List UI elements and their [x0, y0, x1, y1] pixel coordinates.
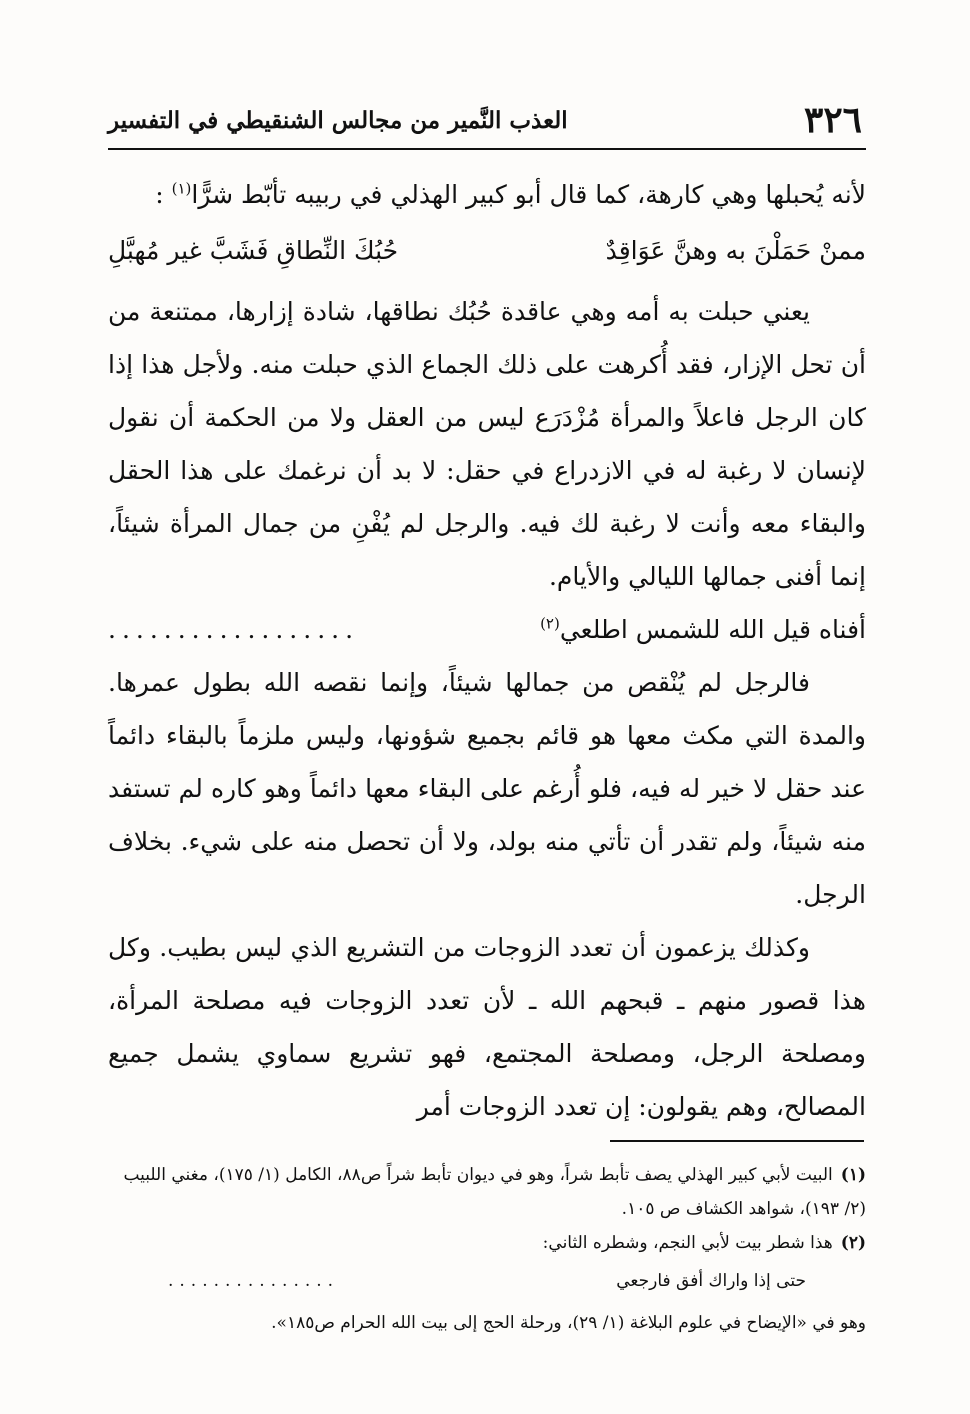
footnote-ref-2: (٢) — [540, 614, 560, 633]
missing-hemistich-dots: .................. — [108, 615, 360, 644]
verse-second-hemistich: حُبُكَ النِّطاقِ فَشَبَّ غير مُهبَّلِ — [108, 236, 399, 265]
footnote-2-number: (٢) — [840, 1233, 866, 1253]
footnote-divider — [610, 1140, 864, 1142]
paragraph-man: فالرجل لم يُنْقص من جمالها شيئاً، وإنما نقصه الله بطول عمرها. والمدة التي مكث معها هو قائم بجميع شؤونها، وليس ملزماً بالبقاء دائماً عند حقل لا خير له فيه، فلو أُرغم على البقاء معها دائماً وهو كاره لم تستفد منه شيئاً، ولم تقدر أن تأتي منه بولد، ولا أن تحصل منه على شيء. بخلاف الرجل. — [108, 668, 866, 909]
paragraph-intro-text: لأنه يُحبلها وهي كارهة، كما قال أبو كبير الهذلي في ربيبه تأبّط شرًّا — [191, 180, 866, 209]
half-verse-text: أفناه قيل الله للشمس اطلعي — [559, 615, 866, 644]
half-verse — [540, 603, 866, 656]
colon: : — [155, 180, 164, 209]
footnote-2-text: هذا شطر بيت لأبي النجم، وشطره الثاني: — [542, 1233, 833, 1253]
half-verse-line — [108, 603, 866, 656]
footnote-2-verse-dots: ............... — [168, 1271, 340, 1291]
footnote-2-verse-text: حتى إذا واراك أفق فارجعي — [616, 1271, 806, 1291]
paragraph-polygamy: وكذلك يزعمون أن تعدد الزوجات من التشريع الذي ليس بطيب. وكل هذا قصور منهم ـ قبحهم الله ـ لأن تعدد الزوجات فيه مصلحة المرأة، ومصلحة الرجل، ومصلحة المجتمع، فهو تشريع سماوي يشمل جميع المصالح، وهم يقولون: إن تعدد الزوجات أمر — [108, 933, 866, 1121]
poem-verse — [108, 221, 866, 281]
footnote-1 — [108, 1158, 866, 1226]
paragraph-intro — [108, 168, 866, 221]
footnote-2-verse — [108, 1260, 866, 1306]
page-number: ٣٢٦ — [803, 99, 862, 141]
footnote-1-number: (١) — [840, 1165, 866, 1185]
verse-first-hemistich: ممنْ حَمَلْنَ به وهنَّ عَوَاقِدٌ — [605, 236, 866, 265]
paragraph-explanation: يعني حبلت به أمه وهي عاقدة حُبُك نطاقها، شادة إزارها، ممتنعة من أن تحل الإزار، فقد أُكرهت على ذلك الجماع الذي حبلت منه. ولأجل هذا إذا كان الرجل فاعلاً والمرأة مُزْدَرَع ليس من العقل ولا من الحكمة أن نقول لإنسان لا رغبة له في الازدراع في حقل: لا بد أن نرغمك على هذا الحقل والبقاء معه وأنت لا رغبة لك فيه. والرجل لم يُفْنِ من جمال المرأة شيئاً، إنما أفنى جمالها الليالي والأيام. — [108, 297, 866, 591]
footnote-2 — [108, 1226, 866, 1260]
footnote-ref-1: (١) — [171, 179, 192, 198]
footnotes — [108, 1158, 866, 1340]
running-title: العذب النَّمير من مجالس الشنقيطي في التفسير — [108, 107, 568, 134]
footnote-1-text: البيت لأبي كبير الهذلي يصف تأبط شراً، وهو في ديوان تأبط شراً ص٨٨، الكامل (١/ ١٧٥)، مغني اللبيب (٢/ ١٩٣)، شواهد الكشاف ص ١٠٥. — [123, 1165, 866, 1219]
main-text — [108, 168, 866, 1133]
footnote-2-source: وهو في «الإيضاح في علوم البلاغة (١/ ٢٩)، ورحلة الحج إلى بيت الله الحرام ص١٨٥». — [271, 1313, 866, 1333]
page-header — [108, 96, 866, 150]
